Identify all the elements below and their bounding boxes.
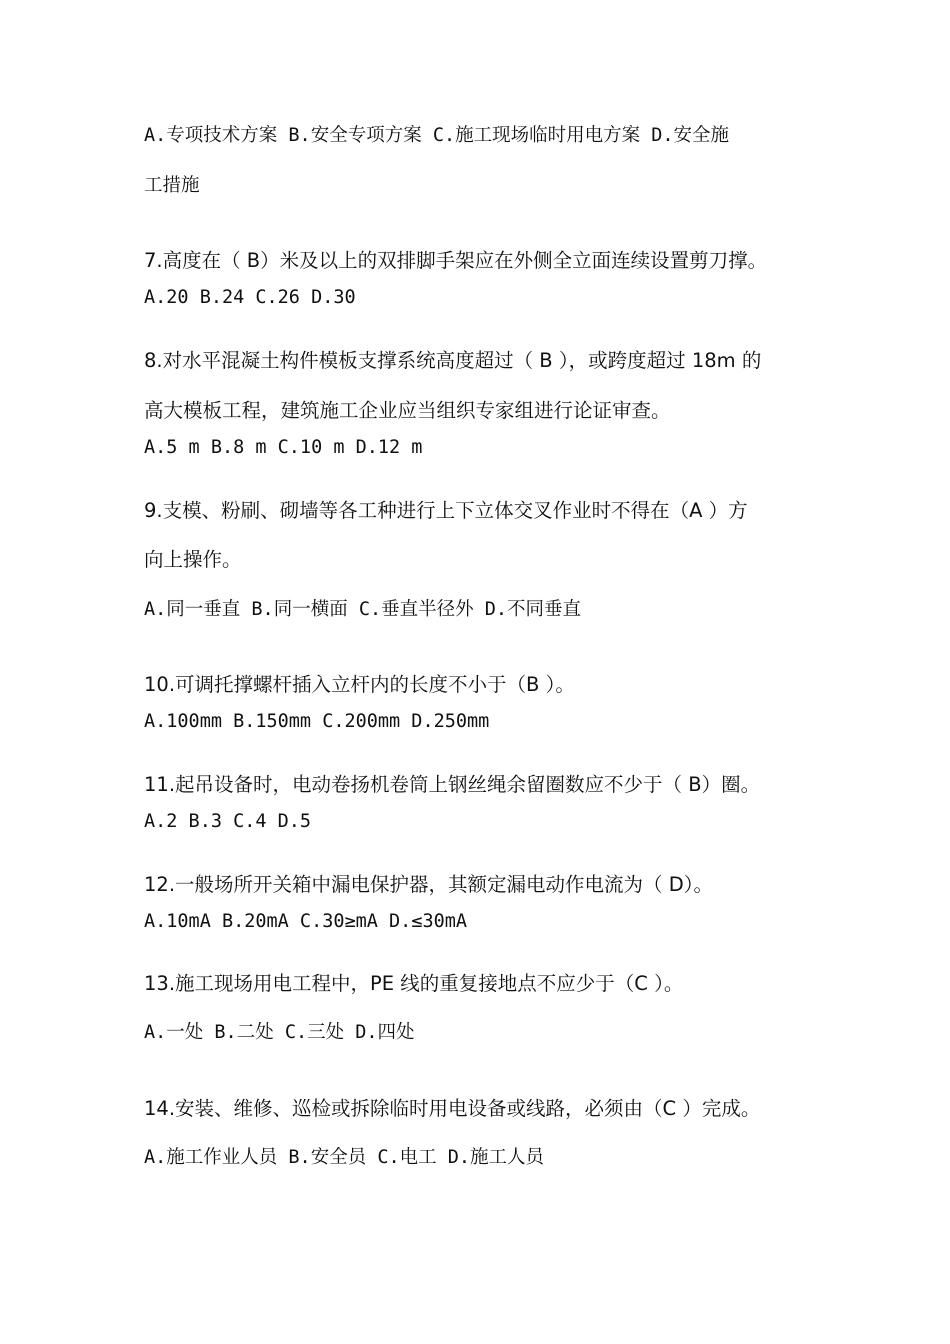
q14-question: 14.安装、维修、巡检或拆除临时用电设备或线路，必须由（C ）完成。 [144,1097,761,1120]
q7-options: A.20 B.24 C.26 D.30 [144,287,356,308]
q8-question-line-2: 高大模板工程，建筑施工企业应当组织专家组进行论证审查。 [144,399,671,422]
q10-question: 10.可调托撑螺杆插入立杆内的长度不小于（B ）。 [144,673,575,696]
q10-options: A.100mm B.150mm C.200mm D.250mm [144,711,490,732]
q8-options: A.5 m B.8 m C.10 m D.12 m [144,437,423,458]
q9-question-line-1: 9.支模、粉刷、砌墙等各工种进行上下立体交叉作业时不得在（A ）方 [144,499,748,522]
q9-options: A.同一垂直 B.同一横面 C.垂直半径外 D.不同垂直 [144,599,582,620]
q14-options: A.施工作业人员 B.安全员 C.电工 D.施工人员 [144,1147,545,1168]
q11-question: 11.起吊设备时，电动卷扬机卷筒上钢丝绳余留圈数应不少于（ B）圈。 [144,773,761,796]
q12-question: 12.一般场所开关箱中漏电保护器，其额定漏电动作电流为（ D）。 [144,873,713,896]
q13-question: 13.施工现场用电工程中，PE 线的重复接地点不应少于（C ）。 [144,972,684,995]
q11-options: A.2 B.3 C.4 D.5 [144,811,312,832]
q13-options: A.一处 B.二处 C.三处 D.四处 [144,1022,415,1043]
q9-question-line-2: 向上操作。 [144,548,242,571]
q12-options: A.10mA B.20mA C.30≥mA D.≤30mA [144,911,468,932]
q7-question: 7.高度在（ B）米及以上的双排脚手架应在外侧全立面连续设置剪刀撑。 [144,249,768,272]
q6-options-line-2: 工措施 [144,175,200,196]
q8-question-line-1: 8.对水平混凝土构件模板支撑系统高度超过（ B ），或跨度超过 18m 的 [144,349,762,372]
q6-options-line-1: A.专项技术方案 B.安全专项方案 C.施工现场临时用电方案 D.安全施 [144,125,730,146]
